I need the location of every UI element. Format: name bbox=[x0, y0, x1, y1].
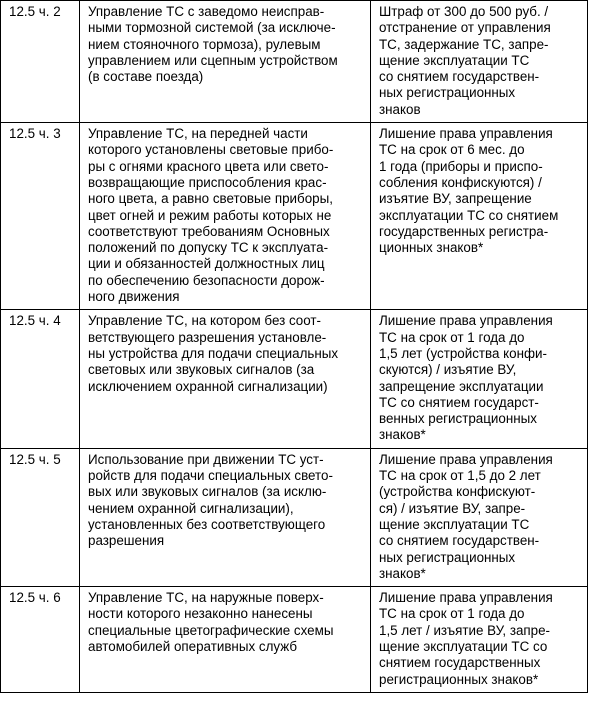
description-cell: Управление ТС с заведомо неисправ- ными тормозной системой (за исключе- нием стояночного тормоза), рулевым управлением или сцепным устройством (в составе поезда) bbox=[80, 1, 371, 123]
description-cell: Использование при движении ТС уст- ройств для подачи специальных свето- вых или звуковых сигналов (за исклю- чением охранной сигнализации), установленных без соответствующего разрешения bbox=[80, 448, 371, 586]
penalty-cell: Лишение права управления ТС на срок от 6 мес. до 1 года (приборы и приспо- собления конфискуются) / изъятие ВУ, запрещение эксплуатации ТС со снятием государственных регистра- ционных знаков* bbox=[371, 123, 588, 310]
description-cell: Управление ТС, на передней части которого установлены световые прибо- ры с огнями красного цвета или свето- возвращающие приспособления крас- ного цвета, а равно световые приборы, цвет огней и режим работы которых не соответствуют требованиям Основных положений по допуску ТС к эксплуата- ции и обязанностей должностных лиц по обеспечению безопасности дорож- ного движения bbox=[80, 123, 371, 310]
penalty-cell: Штраф от 300 до 500 руб. / отстранение от управления ТС, задержание ТС, запре- щение эксплуатации ТС со снятием государствен- ных регистрационных знаков bbox=[371, 1, 588, 123]
table-row bbox=[1, 448, 588, 586]
description-cell: Управление ТС, на котором без соот- ветствующего разрешения установле- ны устройства для подачи специальных световых или звуковых сигналов (за исключением охранной сигнализации) bbox=[80, 310, 371, 448]
article-cell: 12.5 ч. 4 bbox=[1, 310, 80, 448]
description-cell: Управление ТС, на наружные поверх- ности которого незаконно нанесены специальные цветографические схемы автомобилей оперативных служб bbox=[80, 587, 371, 693]
article-cell: 12.5 ч. 6 bbox=[1, 587, 80, 693]
table-row bbox=[1, 587, 588, 693]
table-row bbox=[1, 1, 588, 123]
table-row bbox=[1, 123, 588, 310]
article-cell: 12.5 ч. 2 bbox=[1, 1, 80, 123]
penalty-cell: Лишение права управления ТС на срок от 1 года до 1,5 лет / изъятие ВУ, запре- щение эксплуатации ТС со снятием государственных регистрационных знаков* bbox=[371, 587, 588, 693]
penalty-cell: Лишение права управления ТС на срок от 1 года до 1,5 лет (устройства конфи- скуются) / изъятие ВУ, запрещение эксплуатации ТС со снятием государст- венных регистрационных знаков* bbox=[371, 310, 588, 448]
article-cell: 12.5 ч. 5 bbox=[1, 448, 80, 586]
table-row bbox=[1, 310, 588, 448]
article-cell: 12.5 ч. 3 bbox=[1, 123, 80, 310]
penalty-cell: Лишение права управления ТС на срок от 1,5 до 2 лет (устройства конфискуют- ся) / изъятие ВУ, запре- щение эксплуатации ТС со снятием государствен- ных регистрационных знаков* bbox=[371, 448, 588, 586]
